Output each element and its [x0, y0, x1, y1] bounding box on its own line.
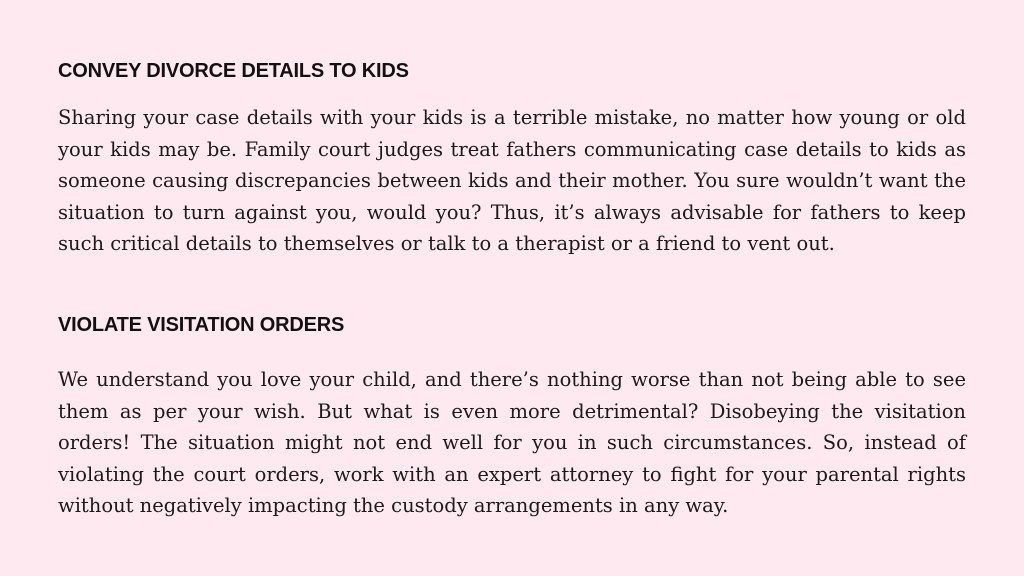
- section-heading-convey-details: CONVEY DIVORCE DETAILS TO KIDS: [58, 60, 409, 82]
- section-heading-visitation-orders: VIOLATE VISITATION ORDERS: [58, 314, 345, 336]
- slide-content: [58, 0, 966, 576]
- section-body-convey-details: Sharing your case details with your kids is a terrible mistake, no matter how young or old your kids may be. Family court judges treat fathers communicating case details to kids as someone causing discrepancies between kids and their mother. You sure wouldn’t want the situation to turn against you, would you? Thus, it’s always advisable for fathers to keep such critical details to themselves or talk to a therapist or a friend to vent out.: [58, 106, 966, 255]
- section-body-visitation-orders: We understand you love your child, and there’s nothing worse than not being able to see them as per your wish. But what is even more detrimental? Disobeying the visitation orders! The situation might not end well for you in such circumstances. So, instead of violating the court orders, work with an expert attorney to fight for your parental rights without negatively impacting the custody arrangements in any way.: [58, 368, 966, 517]
